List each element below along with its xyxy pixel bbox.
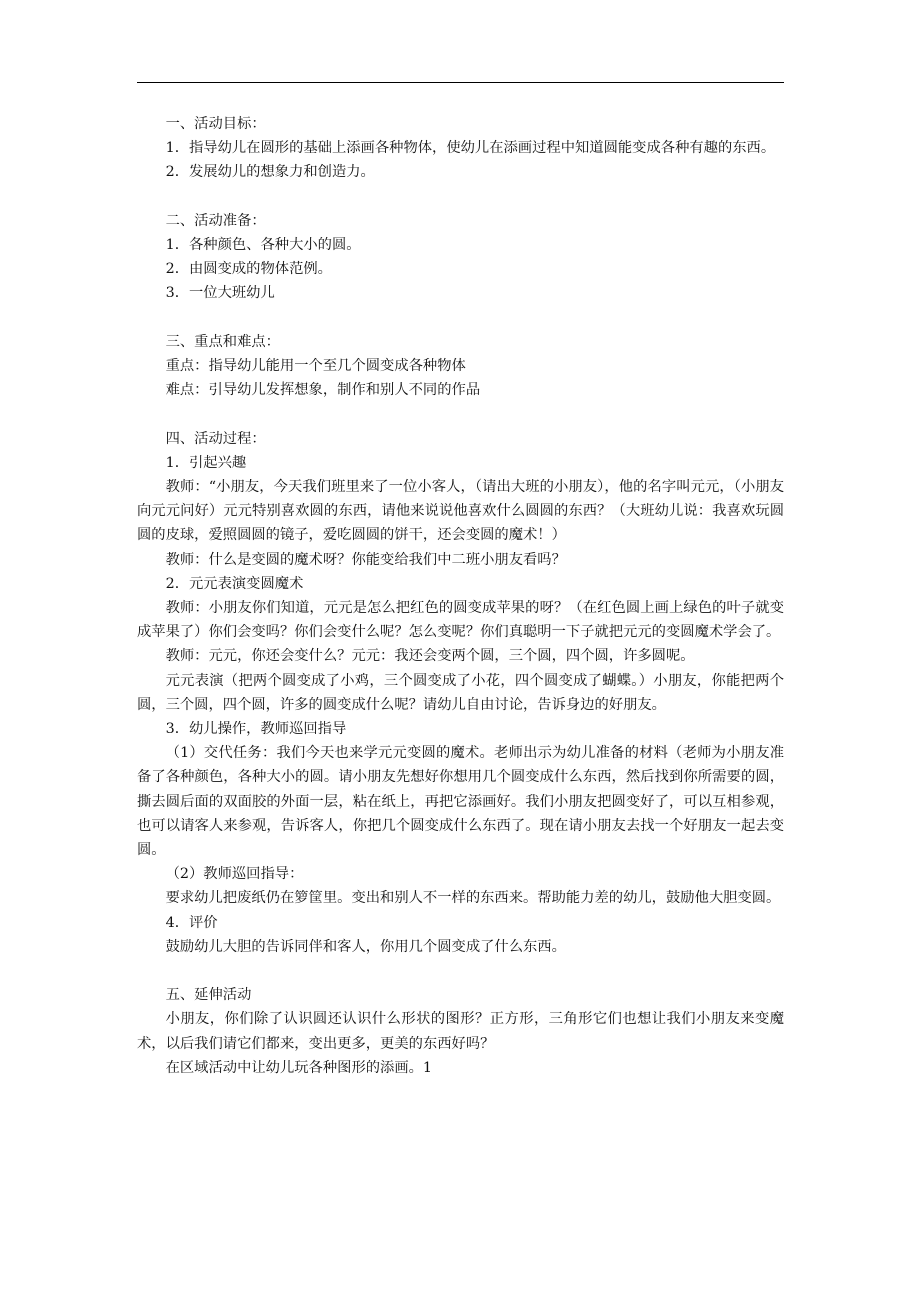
paragraph: 小朋友，你们除了认识圆还认识什么形状的图形？正方形，三角形它们也想让我们小朋友来变魔术，以后我们请它们都来，变出更多，更美的东西好吗？ [137, 1011, 784, 1052]
header-rule [137, 82, 784, 83]
section-gap [137, 185, 784, 209]
paragraph: 要求幼儿把废纸仍在箩筐里。变出和别人不一样的东西来。帮助能力差的幼儿，鼓励他大胆变圆。 [165, 890, 781, 907]
paragraph: 2．发展幼儿的想象力和创造力。 [165, 164, 375, 181]
document-body [137, 112, 784, 1080]
section-title: 一、活动目标： [165, 116, 266, 132]
paragraph: 教师：什么是变圆的魔术呀？你能变给我们中二班小朋友看吗？ [165, 551, 566, 568]
paragraph: 在区域活动中让幼儿玩各种图形的添画。1 [165, 1059, 433, 1076]
paragraph: 难点：引导幼儿发挥想象，制作和别人不同的作品 [165, 382, 481, 399]
paragraph: 4．评价 [165, 914, 218, 931]
paragraph: 教师：元元，你还会变什么？元元：我还会变两个圆，三个圆，四个圆，许多圆呢。 [165, 648, 695, 665]
paragraph: 重点：指导幼儿能用一个至几个圆变成各种物体 [165, 358, 466, 374]
section-title: 二、活动准备： [165, 212, 266, 229]
paragraph: 元元表演（把两个圆变成了小鸡，三个圆变成了小花，四个圆变成了蝴蝶。）小朋友，你能把两个圆，三个圆，四个圆，许多的圆变成什么呢？请幼儿自由讨论，告诉身边的好朋友。 [137, 672, 784, 713]
paragraph: 2．元元表演变圆魔术 [165, 575, 304, 592]
section-goals [137, 112, 784, 185]
section-gap [137, 402, 784, 426]
section-process [137, 427, 784, 959]
section-extension [137, 983, 784, 1080]
section-title: 三、重点和难点： [165, 333, 280, 350]
section-key-points [137, 330, 784, 403]
section-preparation [137, 209, 784, 306]
section-title: 五、延伸活动 [165, 987, 252, 1004]
paragraph: 3．一位大班幼儿 [165, 285, 275, 302]
paragraph: 1．指导幼儿在圆形的基础上添画各种物体，使幼儿在添画过程中知道圆能变成各种有趣的东西。 [165, 140, 776, 157]
section-gap [137, 959, 784, 983]
paragraph: （1）交代任务：我们今天也来学元元变圆的魔术。老师出示为幼儿准备的材料（老师为小朋友准备了各种颜色，各种大小的圆。请小朋友先想好你想用几个圆变成什么东西，然后找到你所需要的圆，撕去圆后面的双面胶的外面一层，粘在纸上，再把它添画好。我们小朋友把圆变好了，可以互相参观，也可以请客人来参观，告诉客人，你把几个圆变成什么东西了。现在请小朋友去找一个好朋友一起去变圆。 [137, 745, 784, 859]
paragraph: 1．引起兴趣 [165, 454, 247, 471]
paragraph: 教师：“小朋友，今天我们班里来了一位小客人，（请出大班的小朋友），他的名字叫元元，（小朋友向元元问好）元元特别喜欢圆的东西，请他来说说他喜欢什么圆圆的东西？（大班幼儿说：我喜欢玩圆圆的皮球，爱照圆圆的镜子，爱吃圆圆的饼干，还会变圆的魔术！） [137, 479, 784, 544]
paragraph: 1．各种颜色、各种大小的圆。 [165, 237, 361, 253]
paragraph: 2．由圆变成的物体范例。 [165, 261, 332, 278]
section-gap [137, 306, 784, 330]
paragraph: （2）教师巡回指导： [165, 866, 304, 883]
paragraph: 教师：小朋友你们知道，元元是怎么把红色的圆变成苹果的呀？（在红色圆上画上绿色的叶子就变成苹果了）你们会变吗？你们会变什么呢？怎么变呢？你们真聪明一下子就把元元的变圆魔术学会了。 [137, 600, 784, 641]
section-title: 四、活动过程： [165, 430, 266, 447]
paragraph: 3．幼儿操作，教师巡回指导 [165, 721, 347, 738]
paragraph: 鼓励幼儿大胆的告诉同伴和客人，你用几个圆变成了什么东西。 [165, 938, 566, 955]
